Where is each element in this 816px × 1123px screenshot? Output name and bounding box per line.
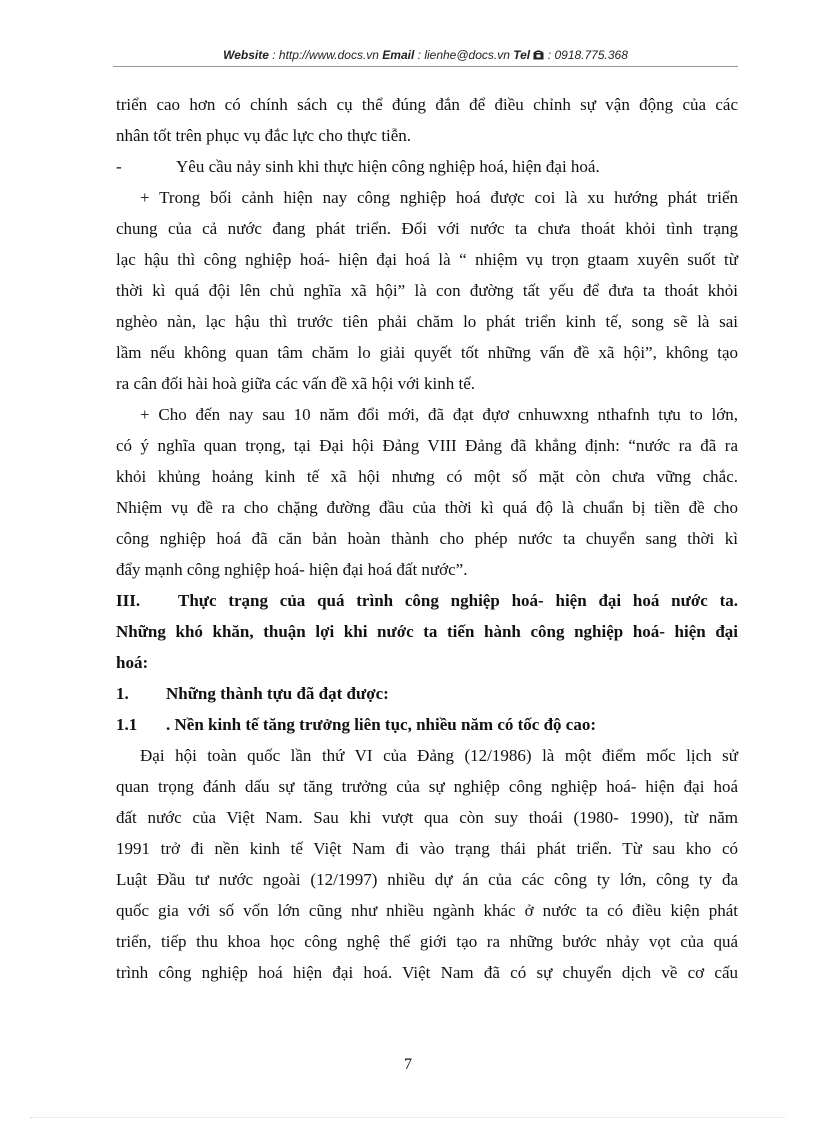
text-line: + Cho đến nay sau 10 năm đổi mới, đã đạt đựơ cnhuwxng nthafnh tựu to lớn, [140,405,738,424]
footer-divider [30,1117,786,1118]
text-line: quốc gia với số vốn lớn cũng như nhiều ngành khác ở nước ta có điều kiện phát [116,901,738,920]
text-line: Đại hội toàn quốc lần thứ VI của Đảng (12/1986) là một điểm mốc lịch sử [140,746,738,765]
text-line: trình công nghiệp hoá hiện đại hoá. Việt Nam đã có sự chuyển dịch về cơ cấu [116,963,738,982]
tel-number: : 0918.775.368 [544,48,628,62]
email-address: : lienhe@docs.vn [414,48,514,62]
email-label: Email [382,48,415,62]
text-line: đất nước của Việt Nam. Sau khi vượt qua còn suy thoái (1980- 1990), từ năm [116,808,738,827]
text-line: thời kì quá đội lên chủ nghĩa xã hội” là con đường tất yếu để đưa ta thoát khỏi [116,281,738,300]
section-heading-iii [116,585,738,616]
text-line: công nghiệp hoá đã căn bản hoàn thành cho phép nước ta chuyển sang thời kì [116,529,738,548]
text-line: chung của cả nước đang phát triển. Đối với nước ta chưa thoát khỏi tình trạng [116,219,738,238]
subsection-title: . Nền kinh tế tăng trưởng liên tục, nhiều năm có tốc độ cao: [166,715,596,734]
subsection-number: 1. [116,684,129,703]
section-heading-continued: hoá: [116,653,149,672]
text-line: nhân tốt trên phục vụ đắc lực cho thực tiễn. [116,126,412,145]
phone-icon [533,50,544,60]
header-divider [113,66,738,67]
tel-label: Tel [513,48,531,62]
subsection-heading-1 [116,678,738,709]
section-title: Thực trạng của quá trình công nghiệp hoá- hiện đại hoá nước ta. [178,591,738,610]
text-line: triển, tiếp thu khoa học công nghệ thế giới tạo ra những bước nhảy vọt của quá [116,932,738,951]
text-line: Luật Đầu tư nước ngoài (12/1997) nhiều dự án của các công ty lớn, công ty đa [116,870,738,889]
website-url: : http://www.docs.vn [268,48,383,62]
text-line: khỏi khủng hoảng kinh tế xã hội nhưng có một số mặt còn chưa vững chắc. [116,467,738,486]
page-header [113,48,738,66]
page-number: 7 [404,1056,412,1073]
subsection-heading-1-1 [116,709,738,740]
text-line: nghèo nàn, lạc hậu thì trước tiên phải chăm lo phát triển kinh tế, song sẽ là sai [116,312,738,331]
text-line: 1991 trở đi nền kinh tế Việt Nam đi vào trạng thái phát triển. Từ sau kho có [116,839,738,858]
section-heading-continued: Những khó khăn, thuận lợi khi nước ta tiến hành công nghiệp hoá- hiện đại [116,622,738,641]
list-item [116,151,738,182]
text-line: lầm nếu không quan tâm chăm lo giải quyết tốt những vấn đề xã hội”, không tạo [116,343,738,362]
text-line: triển cao hơn có chính sách cụ thể đúng đắn để điều chỉnh sự vận động của các [116,95,738,114]
section-number: III. [116,591,141,610]
subsection-number: 1.1 [116,715,138,734]
text-line: đẩy mạnh công nghiệp hoá- hiện đại hoá đất nước”. [116,560,468,579]
subsection-title: Những thành tựu đã đạt được: [166,684,389,703]
text-line: lạc hậu thì công nghiệp hoá- hiện đại hoá là “ nhiệm vụ trọn gtaam xuyên suốt từ [116,250,738,269]
text-line: ra cân đối hài hoà giữa các vấn đề xã hội với kinh tế. [116,374,476,393]
list-item-text: Yêu cầu nảy sinh khi thực hiện công nghiệp hoá, hiện đại hoá. [176,157,600,176]
text-line: có ý nghĩa quan trọng, tại Đại hội Đảng VIII Đảng đã khẳng định: “nước ra đã ra [116,436,738,455]
dash-bullet: - [116,157,122,176]
website-label: Website [223,48,269,62]
page-body [116,89,738,988]
text-line: quan trọng đánh dấu sự tăng trưởng của sự nghiệp công nghiệp hoá- hiện đại hoá [116,777,738,796]
text-line: + Trong bối cảnh hiện nay công nghiệp hoá được coi là xu hướng phát triển [140,188,738,207]
text-line: Nhiệm vụ đề ra cho chặng đường đầu của thời kì quá độ là chuẩn bị tiền đề cho [116,498,738,517]
